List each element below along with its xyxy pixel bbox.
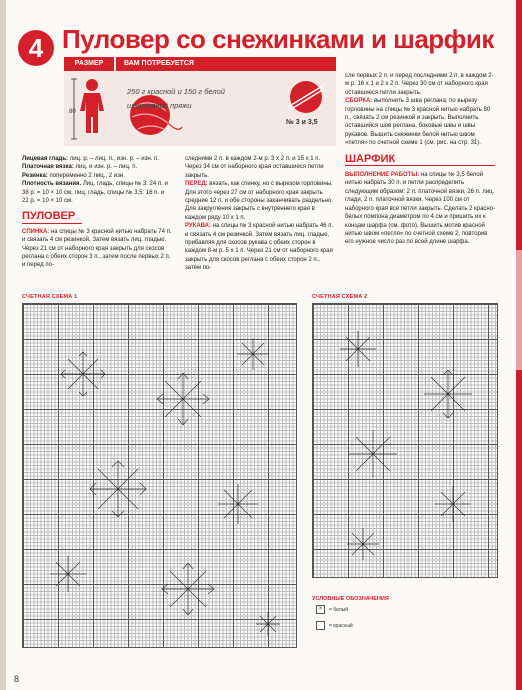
- chart-2-title: СЧЕТНАЯ СХЕМА 2: [312, 294, 368, 300]
- materials-tag: ВАМ ПОТРЕБУЕТСЯ: [116, 57, 336, 71]
- stitch-text-2: лиц. и изн. р. – лиц. п.: [73, 164, 138, 171]
- child-size-icon: [66, 75, 112, 143]
- front-text: вязать, как спинку, но с вырезом горловины. Для этого через 27 см от наборного края закрыть средние 12 п. и обе стороны заканчивать раздельно. Для закругления закрыть с внутреннего края в каждом ряду 10 х 1 п.: [185, 181, 333, 221]
- assembly-text: выполнить 3 шва реглана; по вырезу горловины на спицы № 3 красной нитью набрать 80 п., связать 2 см резинкой и закрыть. Выполнить оставшийся шов реглана, боковые швы и швы рукавов. Вышить снежинки белой нитью швом «петля» по счетной схеме 1 (см. рис. на стр. 31).: [345, 98, 491, 147]
- sleeves-text: на спицы № 3 красной нитью набрать 46 п. и связать 4 см резинкой. Затем вязать лиц. гладью, прибавляя для скосов рукава с обеих сторон в каждом 8-м р. 5 х 1 п. Через 21 см от наборного края закрыть для скосов реглана с обеих сторон 2 п., затем по-: [185, 223, 334, 272]
- assembly-label: СБОРКА:: [345, 98, 373, 105]
- needle-size-label: № 3 и 3,5: [286, 119, 318, 126]
- stitch-label-2: Платочная вязка:: [22, 164, 74, 171]
- snowflake-motifs-chart-2: [313, 304, 499, 579]
- scarf-label: ВЫПОЛНЕНИЕ РАБОТЫ:: [345, 172, 420, 179]
- back-paragraph: [22, 228, 172, 270]
- legend-white-label: = белый: [329, 607, 349, 613]
- section-heading-pullover: ПУЛОВЕР: [22, 210, 76, 223]
- scarf-paragraph: [345, 171, 497, 247]
- stitch-text-4: Лиц. гладь, спицы № 3: 24 п. и 38 р. = 10 × 10 см, лиц. гладь, спицы № 3,5: 16 п. и 22 р. = 10 × 10 см.: [22, 181, 168, 205]
- right-edge-stripe: [516, 0, 522, 690]
- article-number-badge: 4: [18, 30, 54, 66]
- stitch-label-1: Лицевая гладь:: [22, 156, 69, 162]
- yarn-description: [127, 85, 267, 113]
- back-text: на спицы № 3 красной нитью набрать 74 п. и связать 4 см резинкой. Затем вязать лиц. гладью. Через 21 см от наборного края закрыть для скосов реглана с обеих сторон 3 п., затем после первых 2 п. и перед по-: [22, 228, 172, 269]
- page-number: 8: [14, 674, 20, 684]
- column-middle: [185, 155, 335, 273]
- section-heading-scarf: ШАРФИК: [345, 152, 396, 165]
- sleeves-label: РУКАВА:: [185, 223, 212, 230]
- snowflake-motifs-chart-1: [23, 304, 298, 649]
- chart-1-title: СЧЕТНАЯ СХЕМА 1: [22, 294, 78, 300]
- red-swatch-icon: [316, 621, 325, 630]
- stitch-text-3: попеременно 2 лиц., 2 изн.: [47, 172, 125, 179]
- front-paragraph: [185, 180, 335, 222]
- legend-title: УСЛОВНЫЕ ОБОЗНАЧЕНИЯ: [312, 596, 389, 602]
- yarn-line-2: шерстяной пряжи: [127, 101, 192, 110]
- scarf-text: на спицы № 3,5 белой нитью набрать 30 п. и петли распределить следующим образом: 2 п. платочной вязки, 26 п. лиц. глади, 2 п. платочной вязки. Через 100 см от наборного края все петли закрыть. Сделать 2 красно-белых помпона диаметром по 4 см и пришить их к концам шарфа (см. фото). Вышить мотив красной нитью швом «петля» по счетной схеме 2, повторив его нужное число раз по всей длине шарфа.: [345, 172, 496, 246]
- page-binding-edge: [0, 0, 6, 690]
- column-left: [22, 155, 172, 270]
- materials-info-box: [64, 57, 336, 146]
- back-label: СПИНКА:: [22, 228, 50, 235]
- article-title: Пуловер со снежинками и шарфик: [62, 24, 494, 54]
- counting-chart-2: [312, 303, 498, 578]
- stitch-text-1: лиц. р. – лиц. п., изн. р. – изн. п.: [68, 156, 159, 162]
- yarn-line-1: 250 г красной и 150 г белой: [127, 87, 225, 96]
- gauge-paragraph-1: [22, 155, 172, 163]
- stitch-label-3: Резинка:: [22, 172, 48, 179]
- stitch-label-4: Плотность вязания.: [22, 181, 82, 188]
- child-height-label: 80: [69, 109, 76, 115]
- back-continued-paragraph: следними 2 п. в каждом 2-м р. 3 х 2 п. и 15 х 1 п. Через 34 см от наборного края оставшиеся петли закрыть.: [185, 156, 324, 179]
- column-right: [345, 72, 497, 247]
- gauge-paragraph-4: [22, 180, 172, 205]
- legend-red-label: = красный: [329, 623, 353, 629]
- counting-chart-1: [22, 303, 297, 648]
- section-divider-scarf: [345, 165, 495, 166]
- white-swatch-icon: ×: [316, 605, 325, 614]
- section-divider: [22, 223, 82, 224]
- gauge-paragraph-2: [22, 163, 172, 171]
- legend-item-red: [316, 621, 436, 631]
- knitting-needles-icon: [284, 77, 328, 117]
- sleeves-continued-paragraph: сле первых 2 п. и перед последними 2 п. в каждом 2-м р. 16 х 1 и 2 х 2 п. Через 30 см от наборного края оставшиеся петли закрыть.: [345, 73, 494, 96]
- assembly-paragraph: [345, 97, 497, 147]
- size-tag: РАЗМЕР: [64, 57, 114, 71]
- legend-item-white: [316, 605, 436, 615]
- gauge-paragraph-3: [22, 172, 172, 180]
- front-label: ПЕРЕД:: [185, 181, 208, 188]
- sleeves-paragraph: [185, 222, 335, 272]
